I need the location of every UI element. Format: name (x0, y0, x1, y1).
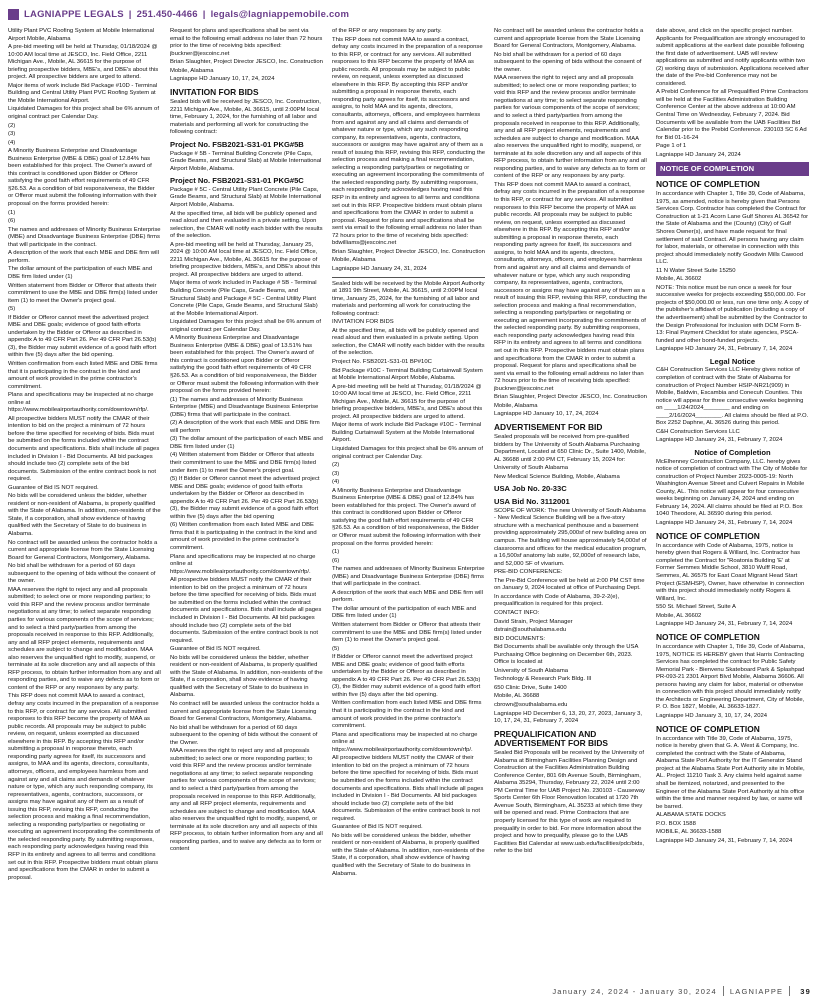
notice-heading: NOTICE OF COMPLETION (656, 530, 760, 541)
notice-paragraph: Liquidated Damages for this project shall be 6% annum of original contract per Calendar Day. (170, 319, 321, 333)
divider-rule (332, 277, 485, 278)
notice-paragraph: Guarantee of Bid IS NOT required. (332, 824, 423, 831)
notice-paragraph: (6) (332, 557, 340, 564)
notice-paragraph: Plans and specifications may be inspected at no charge online at https://www.mobileairportauthority.com/downtown/rfp/. (170, 553, 316, 575)
publication-run-dates: Lagniappe HD January 24, 31, February 7, 14, 2024 (656, 837, 793, 844)
notice-heading: INVITATION FOR BIDS (170, 86, 259, 97)
notice-paragraph: Guarantee of Bid IS NOT required. (8, 484, 99, 491)
notice-paragraph: A pre-bid meeting will be held at Thursday, 01/18/2024 @ 10:00 AM local time at JESCO, Inc. Field Office, 2211 Michigan Ave., Mobile, AL 36615 for the purpose of briefing prospective bidders, MBE's, and DBE's about this project. All prospective bidders are urged to attend. (8, 44, 159, 81)
notice-paragraph: The Pre-Bid Conference will be held at 2:00 PM CST time on January 9, 2024 located at office of Purchasing Dept. (494, 577, 645, 592)
notice-paragraph: If Bidder or Offeror cannot meet the advertised project MBE and DBE goals; evidence of good faith efforts undertaken by the Bidder or Offeror as described in appendix A to 49 CFR Part 26. Per 49 CFR Part 26.53(b)(3), the Bidder may submit evidence of a good faith effort within five (5) days after the bid opening. (8, 314, 157, 359)
notice-paragraph: No bid shall be withdrawn for a period of 60 days subsequent to the opening of bids without the consent of the Owner. (170, 724, 318, 746)
notice-paragraph: A Prebid Conference for all Prequalified Prime Contractors will be held at the Facilities Administration Building Conference Center at the above address at 10:00 AM Central Time on Wednesday, February 7, 2024. Bid Documents will be available from the UAB Facilities Bid Calendar prior to the Prebid Conference. 230103 SC 6 Ad for Bid 01-16-24 (656, 89, 809, 141)
notice-paragraph: (5) (8, 306, 16, 313)
notice-paragraph: University of South Alabama (494, 667, 568, 674)
notice-paragraph: Package # 5B - Terminal Building Concrete (Pile Caps, Grade Beams, and Structural Slab) at Mobile International Airport Mobile, Alabama. (170, 150, 322, 172)
column-3 (332, 28, 485, 970)
notice-paragraph: In accordance with Code of Alabama, 39-2-2(e), prequalification is required for this project. (494, 593, 620, 608)
notice-paragraph: (3) The dollar amount of the participation of each MBE and DBE firm listed under (1) (170, 436, 323, 450)
header-phone[interactable]: 251.450-4466 (136, 8, 198, 20)
notice-paragraph: C&H Construction Services LLC Hereby gives notice of completion of contract with the State of Alabama for construction of Project Number HSIP-NR21(909) in Mobile, Baldwin, Escambia and Conecuh Counties. This notice will appear for three consecutive weeks beginning on ____1/24/2024________ and ending on ____2/16/2024________. All claims should be filed at P.O. Box 2252 Daphne, AL 36526 during this period. (656, 367, 809, 427)
notice-paragraph: All prospective bidders MUST notify the CMAR of their intention to bid on the project a minimum of 72 hours before the time specified for receiving of bids. Bids must be submitted on the forms included within the contract documents and specifications. Bids shall include all pages included in Division I - Bid Documents. All bid packages should include two (2) complete sets of the bid documents. Submission of the entire contract book is not required. (170, 577, 322, 644)
notice-paragraph: Brian Slaughter, Project Director JESCO, Inc. Construction (332, 248, 485, 255)
notice-paragraph: (4) Written statement from Bidder or Offeror that attests their commitment to use the MBE and DBE firm(s) listed under item (1) to meet the Owner's project goal. (170, 452, 317, 474)
notice-paragraph: (2) A description of the work that each MBE and DBE firm will perform (170, 420, 320, 434)
footer-dates: January 24, 2024 - January 30, 2024 (552, 986, 717, 996)
notice-paragraph: Technology & Research Park Bldg. III (494, 676, 592, 683)
notice-paragraph: McElhenney Construction Company, LLC. hereby gives notice of completion of contract with The City of Mobile for construction of Project Number 2023-0005-19: North Washington Avenue Street and Culvert Repairs in Mobile County, AL. This notice will appear for four consecutive weeks beginning on January 24, 2024 and ending on February 14, 2024. All claims should be filed at P.O. Box 1040 Theodore, AL 36590 during this period. (656, 458, 808, 518)
notice-paragraph: Major items of work include Bid Package #10D - Terminal Building and Central Utility Plant PVC Roofing System at the Mobile International Airport. (8, 82, 158, 104)
notice-paragraph: No bid shall be withdrawn for a period of 60 days subsequent to the opening of bids without the consent of the owner. (494, 51, 642, 73)
section-banner: NOTICE OF COMPLETION (656, 162, 809, 176)
publication-run-dates: Lagniappe HD January 24, 31, February 7, 2024 (656, 437, 783, 444)
notice-paragraph: At the specified time, all bids will be publicly opened and read aloud and then evaluated in a private setting. Upon selection, the CMAR will notify each bidder with the results of the selection. (170, 210, 323, 240)
notice-paragraph: MOBILE, AL 36633-1588 (656, 829, 722, 836)
project-number-heading: USA Bid No. 3112001 (494, 497, 570, 507)
publication-run-dates: Lagniappe HD December 6, 13, 20, 27, 2023, January 3, 10, 17, 24, 31, February 7, 2024 (494, 710, 643, 725)
notice-paragraph: If Bidder or Offeror cannot meet the advertised project MBE and DBE goals; evidence of good faith efforts undertaken by the Bidder or Offeror as described in appendix A to 49 CFR Part 26. Per 49 CFR Part 26.53(b)(3), the Bidder may submit evidence of a good faith effort within five (5) days after the bid opening. (332, 654, 481, 698)
notice-paragraph: Project No. FSB2021-S31-01 BP#10C (332, 358, 432, 365)
notice-paragraph: Mobile, Alabama (494, 402, 538, 409)
notice-paragraph: Sealed bids will be received by the Mobile Airport Authority at 1891 9th Street, Mobile, AL 36615, until 2:00PM local time, January 25, 2024, for the furnishing of all labor and materials and performing all work for constructing the following contract: (332, 280, 485, 317)
notice-heading: Legal Notice (709, 356, 756, 366)
notice-paragraph: Mobile, Alabama (332, 257, 376, 264)
notice-paragraph: (3) (332, 470, 340, 477)
notice-paragraph: CONTACT INFO: (494, 609, 540, 616)
notice-paragraph: 550 St. Michael Street, Suite A (656, 604, 736, 611)
notice-paragraph: Plans and specifications may be inspected at no charge online at https://www.mobileairportauthority.com/downtown/rfp/. (332, 731, 478, 753)
publication-run-dates: Lagniappe HD January 24, 31, 2024 (332, 265, 427, 272)
notice-paragraph: of the RFP or any responses by any party. (332, 28, 442, 34)
notice-paragraph: (4) (8, 139, 16, 146)
notice-paragraph: The dollar amount of the participation of each MBE and DBE firm listed under (1) (332, 605, 477, 620)
notice-paragraph: Plans and specifications may be inspected at no charge online at https://www.mobileairportauthority.com/downtown/rfp/. (8, 392, 154, 414)
notice-paragraph: No bids will be considered unless the bidder, whether resident or non-resident of Alabama, is properly qualified with the State of Alabama. In addition, non-residents of the State, if a corporation, shall show evidence of having qualified with the Secretary of State to do business in Alabama. (170, 654, 323, 699)
notice-paragraph: In accordance with Chapter 1, Title 39, Code of Alabama, 1975, as amended, notice is hereby given that Persons Services Corp. Contractor has completed the Contract for Construction at 1-21 Acorn Lane Gulf Shores AL 36542 for the State of Alabama and the (County) (City) of Gulf Shores Owner(s), and have made request for final settlement of said Contract. All persons having any claim for labor, materials, or otherwise in connection with this project should immediately notify Goodwin Mills Cawood LLC. (656, 191, 809, 266)
notice-paragraph: (6) Written confirmation from each listed MBE and DBE firms that it is participating in the contract in the kind and amount of work provided in the prime contractor's commitment. (170, 522, 317, 552)
publication-run-dates: Lagniappe HD January 10, 17, 24, 2024 (170, 76, 275, 83)
notice-paragraph: Sealed Bid Proposals will be received by the University of Alabama at Birmingham Facilities Planning Design and Construction at the Facilities Administration Building Conference Center, 801 6th Avenue South, Birmingham, Alabama 35294, Thursday, February 22, 2024 until 2:00 PM Central Time for UAB Project No. 230103 - Causeway Sports Center 6th Floor Renovation located at 1720 7th Avenue South, Birmingham, AL 35233 at which time they will be opened and read. Prime Contractors that are properly licensed for this type of work are required to prequalify in order to bid. For more information about the project and how to prequalify, please go to the UAB Facilities Bid Calendar at www.uab.edu/facilities/pdc/bids, refer to the bid (494, 750, 645, 855)
publication-run-dates: Lagniappe HD January 24, 2024 (656, 151, 741, 158)
notice-paragraph: All prospective bidders MUST notify the CMAR of their intention to bid on the project a minimum of 72 hours before the time specified for receiving of bids. Bids must be submitted on the forms included within the contract documents and specifications. Bids shall include all pages included in Division I - Bid Documents. All bid packages should include two (2) complete sets of the bid documents. Submission of the entire contract book is not required. (8, 415, 160, 483)
publication-run-dates: Lagniappe HD January 24, 31, February 7, 14, 2024 (656, 346, 793, 353)
notice-paragraph: Liquidated Damages for this project shall be 6% annum of original contract per Calendar Day. (8, 106, 159, 121)
brand-square-icon (8, 9, 19, 20)
notice-paragraph: No bids will be considered unless the bidder, whether resident or non-resident of Alabama, is properly qualified with the State of Alabama. In addition, non-residents of the State, if a corporation, shall show evidence of having qualified with the Secretary of State to do business in Alabama. (8, 493, 161, 537)
notice-paragraph: (1) The names and addresses of Minority Business Enterprise (MBE) and Disadvantage Business Enterprise (DBE) firms that will participate in the contract. (170, 396, 319, 418)
notice-paragraph: (2) (332, 462, 340, 469)
notice-paragraph: MAA reserves the right to reject any and all proposals submitted; to select one or more responding parties; to void this RFP and the review process and/or terminate negotiations at any time; to select separate responding parties for various components of the scope of services; and to select a third party/parties from among the proposals received in response to this RFP. Additionally, any and all RFP project elements, requirements and schedules are subject to change and modification. MAA also reserves the unqualified right to modify, suspend, or terminate at its sole discretion any and all aspects of this RFP process, to obtain further information from any and all responding parties, and to waive any defects as to form or content of the RFP or any responses by any party. (494, 75, 647, 180)
notice-paragraph: A Minority Business Enterprise and Disadvantage Business Enterprise (MBE & DBE) goal of 13.51% has been established for this project. The Owner's award of this contract is conditioned upon Bidder or Offeror satisfying the good faith effort requirements of 49 CFR §26.53. As a condition of bid responsiveness, the Bidder or Offeror must submit the following information with their proposal on the forms provided herein: (170, 335, 319, 395)
notice-paragraph: Major items of work include Bid Package #10C - Terminal Building Curtainwall System at the Mobile International Airport. (332, 422, 482, 444)
notice-paragraph: The dollar amount of the participation of each MBE and DBE firm listed under (1) (8, 266, 153, 280)
column-2 (170, 28, 323, 970)
notice-paragraph: In accordance with Title 39, Code of Alabama, 1975, notice is hereby given that G. A. West & Company, Inc. completed the contract with the State of Alabama, Alabama State Port Authority for the IT Generator Stand project at the Alabama State Port Authority site in Mobile, AL. Project 11210 Task 3. Any claims held against same shall be itemized, notarized, and presented to the Engineer of the Alabama State Port Authority at his office within the time and manner required by law, or same will be barred. (656, 735, 805, 810)
notice-paragraph: David Strain, Project Manager (494, 618, 573, 625)
notice-paragraph: Written confirmation from each listed MBE and DBE firms that it is participating in the contract in the kind and amount of work provided in the prime contractor's commitment. (8, 360, 158, 390)
notice-paragraph: 11 N Water Street Suite 15250 (656, 267, 736, 274)
project-number-heading: USA Job No. 20-33C (494, 484, 567, 494)
notice-paragraph: No contract will be awarded unless the contractor holds a current and appropriate license from the State Licensing Board for General Contractors, Montgomery, Alabama. (8, 539, 158, 561)
notice-paragraph: At the specified time, all bids will be publicly opened and read aloud and then evaluated in a private setting. Upon selection, the CMAR will notify each bidder with the results of the selection. (332, 327, 485, 357)
footer-divider (789, 986, 790, 996)
footer-publication: LAGNIAPPE (729, 986, 784, 996)
page-number: 39 (800, 986, 811, 996)
page-header (8, 7, 349, 21)
notice-paragraph: (4) (332, 479, 340, 486)
header-separator: | (202, 8, 206, 20)
notice-paragraph: Bid Documents shall be available only through the USA Purchasing Office beginning on December 6th, 2023. Office is located at (494, 644, 639, 666)
notice-paragraph: SCOPE OF WORK: The new University of South Alabama - New Medical Science Building will be a five-story structure with a mechanical penthouse and a basement providing approximately 295,000sf of new building area on campus. The building will house approximately 54,000sf of classrooms and offices for the medical education program, a 16,500sf anatomy lab suite, 92,000sf of research labs, and 52,000 SF of vivarium. (494, 507, 647, 567)
notice-paragraph: This RFP does not commit MAA to award a contract, defray any costs incurred in the preparation of a response to this RFP, or contract for any services. All submitted responses to this RFP become the property of MAA as public records. All proposals may be subject to public review, on request, unless exempted as discussed elsewhere in this RFP. By accepting this RFP and/or submitting a proposal in response thereto, each responding party agrees for itself, its successors and assigns, to hold MAA and its agents, directors, consultants, attorneys, officers, and employees harmless from and against any and all claims and demands of whatever nature or type, which any such responding company, its representatives, agents, contractors, successors or assigns may have against any of them as a result of issuing this RFP, revising this RFP, conducting the selection process and making a final recommendation, selecting a responding party/parties or negotiating or executing an agreement incorporating the commitments of the selected responding party. By submitting responses, each responding party acknowledges having read this RFP in its entirety and agrees to all terms and conditions set out in this RFP. Prospective bidders must obtain plans and specifications from the CMAR in order to submit a proposal. Request for plans and specifications shall be sent via email to the following email address no later than 72 hours prior to the time of receiving bids specified: bdwilliams@jescoinc.net (332, 36, 485, 247)
notice-paragraph: No contract will be awarded unless the contractor holds a current and appropriate license from the State Licensing Board for General Contractors, Montgomery, Alabama. (494, 28, 644, 50)
notice-paragraph: (3) (8, 131, 16, 138)
notice-paragraph: BID DOCUMENTS: (494, 635, 546, 642)
publication-run-dates: Lagniappe HD January 3, 10, 17, 24, 2024 (656, 712, 768, 719)
notice-paragraph: A Minority Business Enterprise and Disadvantage Business Enterprise (MBE & DBE) goal of 12.84% has been established for this project. The Owner's award of this contract is conditioned upon Bidder or Offeror satisfying the good faith effort requirements of 49 CFR §26.53. As a condition of bid responsiveness, the Bidder or Offeror must submit the following information with their proposal on the forms provided herein: (332, 487, 481, 547)
notice-paragraph: Mobile, AL 36688 (494, 693, 540, 700)
project-number-heading: Project No. FSB2021-S31-01 PKG#5C (170, 176, 304, 186)
notice-paragraph: INVITATION FOR BIDS (332, 319, 394, 326)
notice-paragraph: PRE-BID CONFERENCE: (494, 569, 563, 576)
notice-heading: ADVERTISEMENT FOR BID (494, 421, 603, 432)
footer-divider (723, 986, 724, 996)
notice-paragraph: Page 1 of 1 (656, 143, 687, 150)
notice-heading: NOTICE OF COMPLETION (656, 631, 760, 642)
publication-run-dates: Lagniappe HD January 10, 17, 24, 2024 (494, 411, 599, 418)
notice-paragraph: Mobile, AL 36602 (656, 612, 702, 619)
notice-paragraph: P.O. BOX 1588 (656, 820, 696, 827)
notice-paragraph: Mobile, AL 36602 (656, 276, 702, 283)
notice-paragraph: No bids will be considered unless the bidder, whether resident or non-resident of Alabama, is properly qualified with the State of Alabama. In addition, non-residents of the State, if a corporation, shall show evidence of having qualified with the Secretary of State to do business in Alabama. (332, 832, 485, 877)
notice-paragraph: cbrown@southalabama.edu (494, 701, 568, 708)
project-number-heading: Project No. FSB2021-S31-01 PKG#5B (170, 139, 304, 149)
notice-paragraph: date above, and click on the specific project number. Applicants for Prequalification are strongly encouraged to submit applications at the earliest date possible following the first date of advertisement. UAB will review applications as submitted and notify applicants within two (2) working days of submission. Applications received after the date of the Pre-bid Conference may not be considered. (656, 28, 809, 87)
notice-paragraph: (1) (332, 549, 340, 556)
publication-name: LAGNIAPPE LEGALS (24, 8, 124, 20)
notice-paragraph: (5) (332, 645, 340, 652)
notice-heading: PREQUALIFICATION AND ADVERTISEMENT FOR BIDS (494, 728, 608, 748)
notice-paragraph: Written confirmation from each listed MBE and DBE firms that it is participating in the contract in the kind and amount of work provided in the prime contractor's commitment. (332, 700, 482, 730)
notice-paragraph: A description of the work that each MBE and DBE firm will perform. (8, 250, 159, 264)
notice-paragraph: A pre-bid meeting will be held at Thursday, 01/18/2024 @ 10:00 AM local time at JESCO, Inc. Field Office, 2211 Michigan Ave., Mobile, AL 36615 for the purpose of briefing prospective bidders, MBE's, and DBE's about this project. All prospective bidders are urged to attend. (332, 383, 483, 420)
notice-paragraph: Sealed bids will be received by JESCO, Inc. Construction, 2211 Michigan Ave., Mobile, AL 36615, until 2:00PM local time, February 1, 2024, for the furnishing of all labor and materials and performing all work for constructing the following contract: (170, 99, 321, 136)
notice-paragraph: MAA reserves the right to reject any and all proposals submitted; to select one or more responding parties; to void this RFP and the review process and/or terminate negotiations at any time; to select separate responding parties for various components of the scope of services; and to select a third party/parties from among the proposals received in response to this RFP. Additionally, any and all RFP project elements, requirements and schedules are subject to change and modification. MAA also reserves the unqualified right to modify, suspend, or terminate at its sole discretion any and all aspects of this RFP process, to obtain further information from any and all responding parties, and to waive any defects as to form or content of the RFP or any responses by any party. (8, 586, 161, 691)
notice-paragraph: (1) (8, 209, 16, 216)
legal-notices-page (8, 28, 811, 970)
notice-paragraph: No bid shall be withdrawn for a period of 60 days subsequent to the opening of bids without the consent of the owner. (8, 563, 156, 585)
notice-paragraph: Written statement from Bidder or Offeror that attests their commitment to use the MBE and DBE firm(s) listed under item (1) to meet the Owner's project goal. (8, 282, 158, 304)
notice-paragraph: This RFP does not commit MAA to award a contract, defray any costs incurred in the preparation of a response to this RFP, or contract for any services. All submitted responses to this RFP become the property of MAA as public records. All proposals may be subject to public review, on request, unless exempted as discussed elsewhere in this RFP. By accepting this RFP and/or submitting a proposal in response thereto, each responding party agrees for itself, its successors and assigns, to MAA and its agents, directors, consultants, attorneys, officers, and employees harmless from and against any and all claims and demands of whatever nature or type, which any such responding company, its representatives, agents, contractors, successors, or assigns may have against any of them as a result of issuing this RFP, revising this RFP, conducting the selection process and making a final recommendation, selecting a responding party/parties or negotiating or executing an agreement incorporating the commitments of the selected responding party. By submitting responses, each responding party acknowledges having read this RFP in its entirety and agrees to all terms and conditions set out in this RFP. Prospective bidders must obtain plans and specifications from the CMAR in order to submit a proposal. (8, 693, 160, 881)
page-footer (552, 984, 811, 998)
notice-paragraph: Mobile, Alabama (170, 67, 214, 74)
notice-paragraph: Sealed proposals will be received from pre-qualified bidders by The University of South Alabama Purchasing Department, Located at 650 Clinic Dr., Suite 1400, Mobile, AL 36688 until 2:00 PM CT, February 15, 2024 for: (494, 434, 646, 463)
notice-heading: Notice of Completion (694, 447, 771, 457)
notice-paragraph: (6) (8, 218, 16, 225)
notice-paragraph: The names and addresses of Minority Business Enterprise (MBE) and Disadvantage Business Enterprise (DBE) firms that will participate in the contract. (332, 566, 485, 588)
notice-paragraph: In accordance with Chapter 1, Title 39, Code of Alabama, 1975, NOTICE IS HEREBY given that Harris Contracting Services has completed the contract for Public Safety Memorial Park - Bienvenu Skateboard Park & Splashpad PR-093-21 2301 Airport Blvd Mobile, Alabama 36606. All persons having any claim for labor, material or otherwise in connection with this project should immediately notify the Architects or Engineering Department, City of Mobile, P. O. Box 1827, Mobile, AL 36633-1827. (656, 644, 805, 711)
notice-paragraph: A Minority Business Enterprise and Disadvantage Business Enterprise (MBE & DBE) goal of 12.84% has been established for this project. The Owner's award of this contract is conditioned upon Bidder or Offeror satisfying the good faith effort requirements of 49 CFR §26.53. As a condition of bid responsiveness, the Bidder or Offeror must submit the following information with their proposal on the forms provided herein: (8, 148, 157, 208)
notice-paragraph: Major items of work included in Package # 5B - Terminal Building Concrete (Pile Caps, Grade Beams, and Structural Slab) and Package # 5C - Central Utility Plant Concrete (Pile Caps, Grade Beams, and Structural Slab) at the Mobile International Airport. (170, 280, 318, 317)
publication-run-dates: Lagniappe HD January 24, 31, February 7, 14, 2024 (656, 520, 793, 527)
publication-run-dates: Lagniappe HD January 24, 31, February 7, 14, 2024 (656, 621, 793, 628)
notice-paragraph: This RFP does not commit MAA to award a contract, defray any costs incurred in the preparation of a response to this RFP, or contract for any services. All submitted responses to this RFP become the property of MAA as public records. All proposals may be subject to public review, on request, unless exempted as discussed elsewhere in this RFP. By accepting this RFP and/or submitting a proposal in response thereto, each responding party agrees for itself, its successors and assigns, to hold MAA and its agents, directors, consultants, attorneys, officers, and employees harmless from and against any and all claims and demands of whatever nature or type, which any such responding company, its representatives, agents, contractors, successors or assigns may have against any of them as a result of issuing this RFP, revising this RFP, conducting the selection process and making a final recommendation, selecting a responding party/parties or negotiating or executing an agreement incorporating the commitments of the selected responding party. By submitting responses, each responding party acknowledges having read this RFP in its entirety and agrees to all terms and conditions set out in this RFP. Prospective bidders must obtain plans and specifications from the CMAR in order to submit a proposal. Request for plans and specifications shall be sent via email to the following email address no later than 72 hours prior to the time of receiving bids specified: jbuckner@jescoinc.net (494, 181, 647, 392)
notice-paragraph: NOTE: This notice must be run once a week for four successive weeks for projects exceeding $50,000.00. For projects of $50,000.00 or less, run one time only. A copy of the publisher's affidavit of publication (including a copy of the advertisement) shall be submitted by the Contractor to the Design Professional for inclusion with DCM Form B-13: Final Payment Checklist for state agencies, PSCA-funded and other bond-funded projects. (656, 284, 809, 344)
notice-paragraph: Request for plans and specifications shall be sent via email to the following email address no later than 72 hours prior to the time of receiving bids specified: jbuckner@jescoinc.net (170, 28, 323, 57)
notice-paragraph: New Medical Science Building, Mobile, Alabama (494, 473, 620, 480)
notice-paragraph: Brian Slaughter, Project Director JESCO, Inc. Construction (494, 394, 647, 401)
column-4 (494, 28, 647, 970)
notice-paragraph: ALABAMA STATE DOCKS (656, 812, 726, 819)
notice-paragraph: All prospective bidders MUST notify the CMAR of their intention to bid on the project a minimum of 72 hours before the time specified for receiving of bids. Bids must be submitted on the forms included within the contract documents and specifications. Bids shall include all pages included in Division I - Bid Documents. All bid packages should include two (2) complete sets of the bid documents. Submission of the entire contract book is not required. (332, 755, 484, 822)
notice-paragraph: MAA reserves the right to reject any and all proposals submitted; to select one or more responding parties; to void this RFP and the review process and/or terminate negotiations at any time; to select separate responding parties for various components of the scope of services; and to select a third party/parties from among the proposals received in response to this RFP. Additionally, any and all RFP project elements, requirements and schedules are subject to change and modification. MAA also reserves the unqualified right to modify, suspend, or terminate at its sole discretion any and all aspects of this RFP process, to obtain further information from any and all responding parties, and to waive any defects as to form or content (170, 748, 323, 853)
notice-paragraph: In accordance with Code of Alabama, 1975, notice is hereby given that Rogers & Willard, Inc. Contractor has completed the Contract for "Roatonia Building 'E' at Former Semmes Middle School, 3810 Wulff Road, Semmes, AL 36575 for East Coast Migrant Head Start Project (ESMHSP), Owner, have otherwise in connection with this project should immediately notify Rogers & Willard, Inc. (656, 542, 805, 602)
notice-heading: NOTICE OF COMPLETION (656, 179, 760, 190)
notice-paragraph: Bid Package #10C - Terminal Building Curtainwall System at Mobile International Airport Mobile, Alabama. (332, 367, 483, 382)
notice-paragraph: Brian Slaughter, Project Director JESCO, Inc. Construction (170, 59, 323, 66)
notice-paragraph: University of South Alabama (494, 465, 568, 472)
notice-paragraph: A description of the work that each MBE and DBE firm will perform. (332, 589, 483, 604)
notice-paragraph: (2) (8, 122, 16, 129)
notice-paragraph: 650 Clinic Drive, Suite 1400 (494, 684, 567, 691)
notice-paragraph: C&H Construction Services LLC (656, 428, 740, 435)
notice-paragraph: Liquidated Damages for this project shall be 6% annum of original contract per Calendar Day. (332, 445, 483, 460)
notice-paragraph: Guarantee of Bid IS NOT required. (170, 646, 261, 653)
notice-paragraph: The names and addresses of Minority Business Enterprise (MBE) and Disadvantage Business Enterprise (DBE) firms that will participate in the contract. (8, 226, 161, 248)
header-email[interactable]: legals@lagniappemobile.com (210, 8, 350, 20)
notice-paragraph: Package # 5C - Central Utility Plant Concrete (Pile Caps, Grade Beams, and Structural Slab) at Mobile International Airport Mobile, Alabama. (170, 186, 322, 208)
notice-paragraph: A pre-bid meeting will be held at Thursday, January 25, 2024 @ 10:00 AM local time at JESCO, Inc. Field Office, 2211 Michigan Ave., Mobile, AL 36615 for the purpose of briefing prospective bidders, MBE's, and DBE's about this project. All prospective bidders are urged to attend. (170, 241, 321, 278)
notice-heading: NOTICE OF COMPLETION (656, 723, 760, 734)
column-1 (8, 28, 161, 970)
notice-paragraph: dstrain@southalabama.edu (494, 627, 567, 634)
column-5 (656, 28, 809, 970)
notice-paragraph: (5) If Bidder or Offeror cannot meet the advertised project MBE and DBE goals; evidence of good faith efforts undertaken by the Bidder or Offeror as described in appendix A to 49 CFR Part 26. Per 49 CFR Part 26.53(b)(3), the Bidder may submit evidence of a good faith effort within five (5) days after the bid opening (170, 476, 320, 520)
notice-paragraph: No contract will be awarded unless the contractor holds a current and appropriate license from the State Licensing Board for General Contractors, Montgomery, Alabama. (170, 700, 320, 723)
header-separator: | (128, 8, 132, 20)
notice-paragraph: Written statement from Bidder or Offeror that attests their commitment to use the MBE and DBE firm(s) listed under item (1) to meet the Owner's project goal. (332, 622, 482, 644)
notice-paragraph: Utility Plant PVC Roofing System at Mobile International Airport Mobile, Alabama (8, 28, 155, 42)
